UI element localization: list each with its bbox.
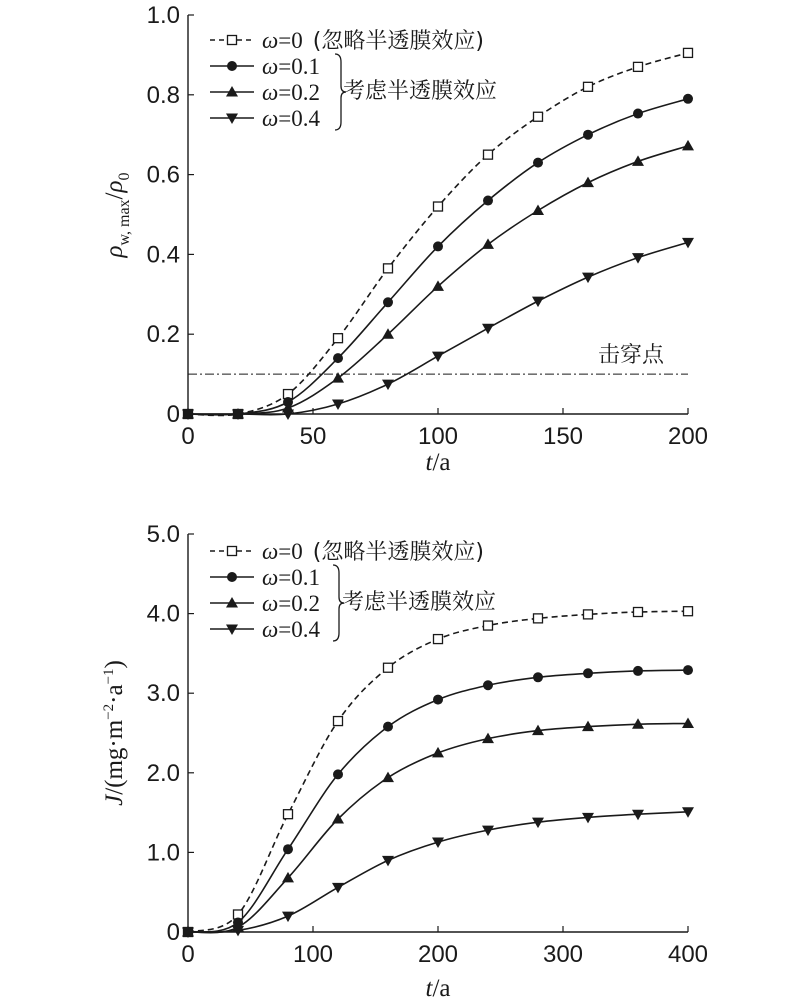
y-tick-label: 0.2 <box>146 321 180 349</box>
y-tick-label: 4.0 <box>146 600 180 628</box>
y-tick-label: 0 <box>166 401 180 428</box>
data-point <box>484 621 493 630</box>
legend-entry: ω=0.2 <box>262 591 320 616</box>
x-axis-label: t/a <box>425 449 451 476</box>
legend-marker <box>227 61 237 71</box>
data-point <box>534 112 543 121</box>
data-point <box>484 150 493 159</box>
y-tick-label: 0.6 <box>146 161 180 189</box>
data-point <box>483 196 493 206</box>
data-point <box>584 610 593 619</box>
data-point <box>333 769 343 779</box>
data-point <box>482 324 494 335</box>
data-point <box>683 94 693 104</box>
series-ω=0.4 <box>182 807 694 938</box>
data-point <box>582 273 594 284</box>
x-tick-label: 50 <box>299 423 327 450</box>
data-point <box>584 82 593 91</box>
legend <box>210 539 496 642</box>
y-tick-label: 5.0 <box>146 521 180 548</box>
x-tick-label: 100 <box>292 941 334 968</box>
y-axis-label: $\rho_{w, max}/\rho_0$ <box>101 172 133 258</box>
x-axis-label: t/a <box>425 975 451 1002</box>
data-point <box>582 177 594 188</box>
data-point <box>433 695 443 705</box>
y-axis-label: $J/(mg\cdot m^{-2}\cdot a^{-1})$ <box>101 660 128 806</box>
legend-entry: ω=0.4 <box>262 617 320 642</box>
data-point <box>532 297 544 308</box>
y-tick-label: 0.4 <box>146 241 180 269</box>
data-point <box>334 717 343 726</box>
y-tick-label: 1.0 <box>146 839 180 867</box>
chart-2 <box>101 521 708 1002</box>
data-point <box>382 856 394 867</box>
y-tick-label: 0.8 <box>146 81 180 109</box>
data-point <box>284 810 293 819</box>
x-tick-label: 300 <box>542 941 584 968</box>
data-point <box>633 109 643 119</box>
data-point <box>684 48 693 57</box>
x-tick-label: 100 <box>417 423 459 450</box>
data-point <box>333 353 343 363</box>
y-tick-label: 1.0 <box>146 2 180 29</box>
legend-entry: ω=0 (忽略半透膜效应) <box>262 539 484 565</box>
legend-group-note: 考虑半透膜效应 <box>343 79 498 104</box>
y-tick-label: 0 <box>166 919 180 946</box>
legend-marker <box>227 572 237 582</box>
series-line <box>188 812 688 932</box>
data-point <box>532 205 544 216</box>
data-point <box>533 158 543 168</box>
x-tick-label: 200 <box>417 941 459 968</box>
series-ω=0.2 <box>182 140 694 419</box>
series-line <box>188 611 688 932</box>
breakthrough-label: 击穿点 <box>598 343 665 368</box>
data-point <box>332 883 344 894</box>
data-point <box>682 140 694 151</box>
series-ω=0.1 <box>183 94 693 419</box>
data-point <box>533 672 543 682</box>
y-tick-label: 3.0 <box>146 680 180 708</box>
x-tick-label: 150 <box>542 423 584 450</box>
data-point <box>683 665 693 675</box>
x-tick-label: 0 <box>181 941 195 968</box>
legend-entry: ω=0.4 <box>262 106 320 131</box>
data-point <box>334 334 343 343</box>
legend-marker <box>228 36 237 45</box>
data-point <box>434 635 443 644</box>
data-point <box>433 241 443 251</box>
data-point <box>583 130 593 140</box>
data-point <box>382 772 394 783</box>
data-point <box>534 614 543 623</box>
legend-entry: ω=0.1 <box>262 54 320 79</box>
data-point <box>282 912 294 923</box>
data-point <box>382 380 394 391</box>
data-point <box>432 352 444 363</box>
data-point <box>483 680 493 690</box>
legend <box>210 28 497 131</box>
legend-entry: ω=0.2 <box>262 80 320 105</box>
series-ω=0.4 <box>182 238 694 420</box>
data-point <box>434 202 443 211</box>
series-ω=0.1 <box>183 665 693 937</box>
legend-marker <box>228 547 237 556</box>
data-point <box>583 668 593 678</box>
data-point <box>482 238 494 249</box>
series-ω=0.2 <box>182 717 694 936</box>
legend-entry: ω=0.1 <box>262 565 320 590</box>
x-tick-label: 400 <box>667 941 709 968</box>
chart-1 <box>101 2 708 476</box>
data-point <box>633 666 643 676</box>
series-line <box>188 242 688 414</box>
x-tick-label: 0 <box>181 423 195 450</box>
series-ω=0 <box>184 607 693 937</box>
data-point <box>283 844 293 854</box>
y-tick-label: 2.0 <box>146 759 180 787</box>
x-tick-label: 200 <box>667 423 709 450</box>
data-point <box>384 264 393 273</box>
data-point <box>383 722 393 732</box>
data-point <box>383 297 393 307</box>
series-line <box>188 670 688 932</box>
data-point <box>384 663 393 672</box>
data-point <box>634 608 643 617</box>
legend-entry: ω=0 (忽略半透膜效应) <box>262 28 484 54</box>
data-point <box>634 62 643 71</box>
data-point <box>684 607 693 616</box>
legend-group-note: 考虑半透膜效应 <box>342 590 497 615</box>
